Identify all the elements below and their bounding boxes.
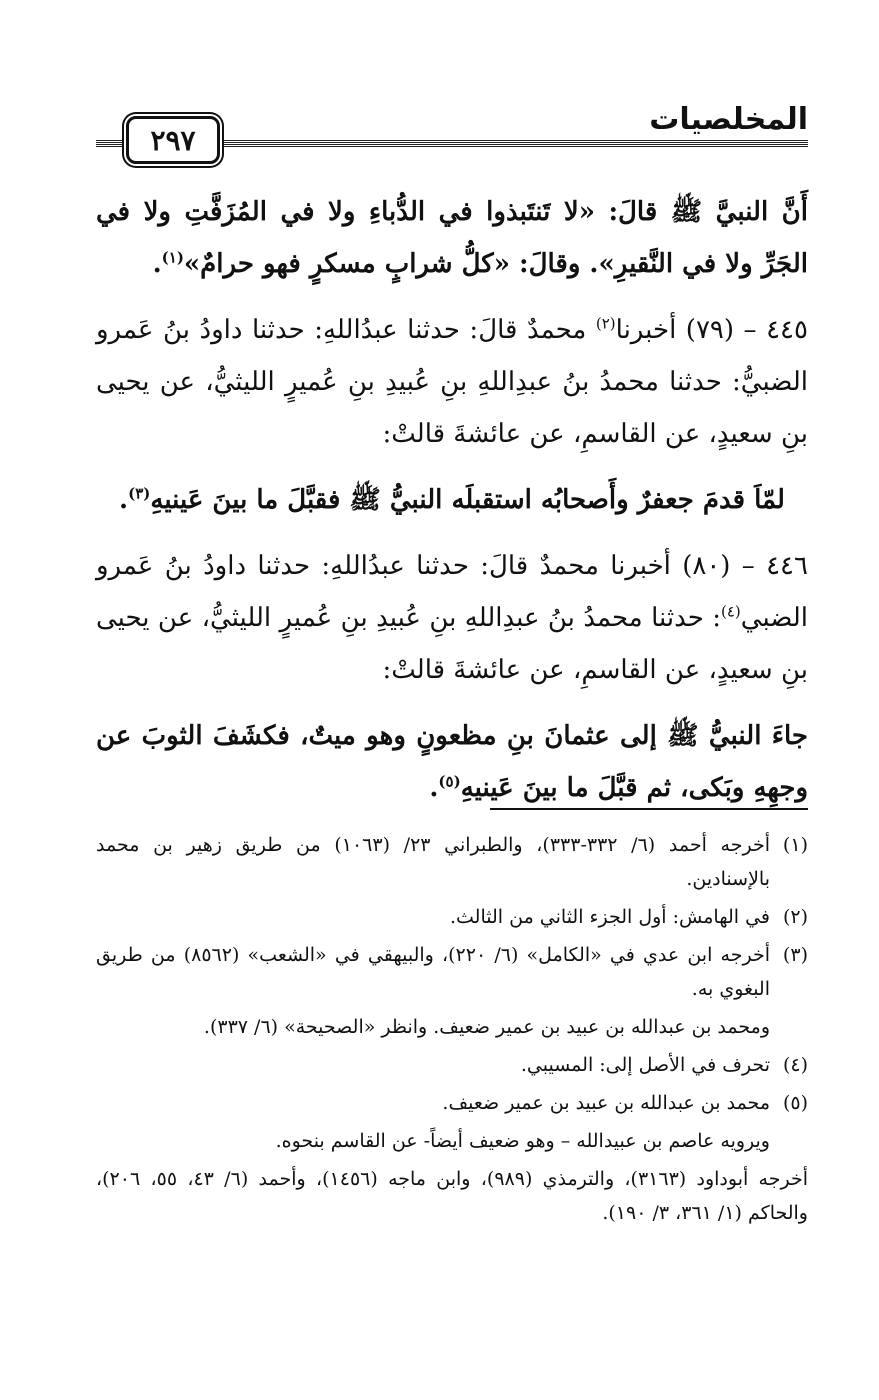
hadith-text-445-body: لمّاَ قدمَ جعفرٌ وأَصحابُه استقبلَه النبيُّ ﷺ فقبَّلَ ما بينَ عَينيهِ <box>150 485 785 515</box>
hadith-text-445: لمّاَ قدمَ جعفرٌ وأَصحابُه استقبلَه النبيُّ ﷺ فقبَّلَ ما بينَ عَينيهِ$^{(٣)}$. <box>119 484 785 515</box>
footnotes <box>96 828 808 1234</box>
footnote-3-number: (٣) <box>782 944 808 966</box>
running-title: المخلصيات <box>649 102 808 137</box>
footnote-3-text: أخرجه ابن عدي في «الكامل» (٦/ ٢٢٠)، والبيهقي في «الشعب» (٨٥٦٢) من طريق البغوي به. <box>96 944 770 1000</box>
footnote-5-continuation-2: أخرجه أبوداود (٣١٦٣)، والترمذي (٩٨٩)، وابن ماجه (١٤٥٦)، وأحمد (٦/ ٤٣، ٥٥، ٢٠٦)، والحاكم (١/ ٣٦١، ٣/ ١٩٠). <box>96 1168 808 1224</box>
isnad-446-start: ٤٤٦ – (٨٠) أخبرنا محمدٌ قالَ: حدثنا عبدُاللهِ: حدثنا داودُ بنُ عَمرو الضبي <box>96 551 808 633</box>
footnote-ref-4: (٤) <box>721 602 741 621</box>
footnote-ref-3: (٣) <box>128 484 151 503</box>
footnote-1 <box>96 828 808 896</box>
isnad-446 <box>96 540 808 696</box>
footnote-5 <box>96 1086 808 1120</box>
footnote-ref-1: (١) <box>161 248 184 267</box>
main-text <box>96 186 808 814</box>
footnote-5-continuation-1: ويرويه عاصم بن عبيدالله – وهو ضعيف أيضاً- عن القاسم بنحوه. <box>275 1130 770 1152</box>
footnote-1-number: (١) <box>782 834 808 856</box>
page-header <box>96 100 808 164</box>
footnote-4-number: (٤) <box>782 1054 808 1076</box>
isnad-445-start: ٤٤٥ – (٧٩) أخبرنا <box>615 315 808 345</box>
page-number: ٢٩٧ <box>126 116 220 164</box>
hadith-text-1: أَنَّ النبيَّ ﷺ قالَ: «لا تَنتَبذوا في الدُّباءِ ولا في المُزَفَّتِ ولا في الجَرِّ ولا في النَّقيرِ». وقالَ: «كلُّ شرابٍ مسكرٍ فهو حرامٌ»$^{(١)}$. <box>96 197 808 279</box>
hadith-text-446-body: جاءَ النبيُّ ﷺ إلى عثمانَ بنِ مظعونٍ وهو ميتٌ، فكشَفَ الثوبَ عن وجهِهِ وبَكى، ثم قبَّلَ ما بينَ عَينيهِ <box>96 721 808 803</box>
footnote-2 <box>96 900 808 934</box>
isnad-445 <box>96 304 808 460</box>
footnote-4-text: تحرف في الأصل إلى: المسيبي. <box>520 1054 770 1076</box>
footnote-2-text: في الهامش: أول الجزء الثاني من الثالث. <box>449 906 770 928</box>
footnote-3 <box>96 938 808 1006</box>
footnote-ref-2: (٢) <box>595 314 616 333</box>
footnote-ref-5: (٥) <box>438 772 461 791</box>
hadith-text-446: جاءَ النبيُّ ﷺ إلى عثمانَ بنِ مظعونٍ وهو ميتٌ، فكشَفَ الثوبَ عن وجهِهِ وبَكى، ثم قبَّلَ ما بينَ عَينيهِ$^{(٥)}$. <box>96 721 808 803</box>
footnote-5-number: (٥) <box>782 1092 808 1114</box>
footnote-3-continuation: ومحمد بن عبدالله بن عبيد بن عمير ضعيف. وانظر «الصحيحة» (٦/ ٣٣٧). <box>203 1016 770 1038</box>
isnad-446-rest: : حدثنا محمدُ بنُ عبدِاللهِ بنِ عُبيدِ بنِ عُميرٍ الليثيُّ، عن يحيى بنِ سعيدٍ، عن القاسمِ، عن عائشةَ قالتْ: <box>96 603 808 685</box>
isnad-445-rest: محمدٌ قالَ: حدثنا عبدُاللهِ: حدثنا داودُ بنُ عَمرو الضبيُّ: حدثنا محمدُ بنُ عبدِاللهِ بنِ عُبيدِ بنِ عُميرٍ الليثيُّ، عن يحيى بنِ سعيدٍ، عن القاسمِ، عن عائشةَ قالتْ: <box>96 315 808 449</box>
footnote-5-text: محمد بن عبدالله بن عبيد بن عمير ضعيف. <box>442 1092 770 1114</box>
footnote-1-text: أخرجه أحمد (٦/ ٣٣٢-٣٣٣)، والطبراني ٢٣/ (١٠٦٣) من طريق زهير بن محمد بالإسنادين. <box>96 834 770 890</box>
hadith-text-1-body: أَنَّ النبيَّ ﷺ قالَ: «لا تَنتَبذوا في الدُّباءِ ولا في المُزَفَّتِ ولا في الجَرِّ ولا في النَّقيرِ». وقالَ: «كلُّ شرابٍ مسكرٍ فهو حرامٌ» <box>96 197 808 279</box>
footnote-2-number: (٢) <box>782 906 808 928</box>
footnote-4 <box>96 1048 808 1082</box>
footnote-separator <box>490 808 808 810</box>
